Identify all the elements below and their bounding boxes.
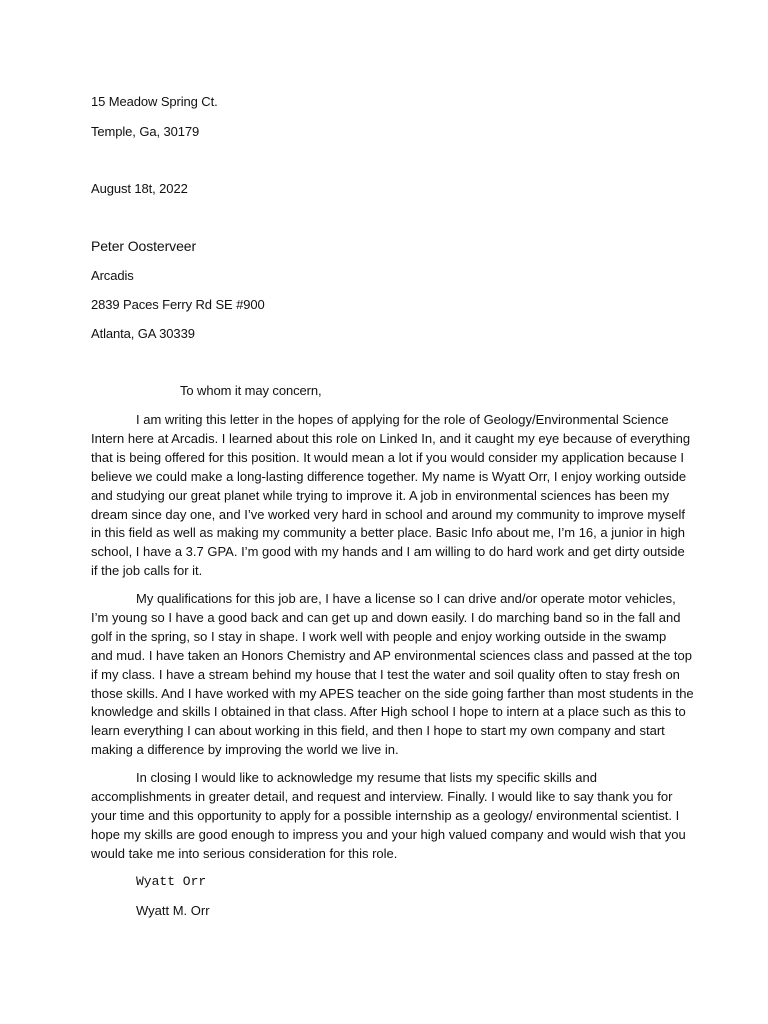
paragraph-line: school, I have a 3.7 GPA. I’m good with my hands and I am willing to do hard work and get dirty outside: [91, 544, 685, 560]
sender-street: 15 Meadow Spring Ct.: [91, 94, 218, 109]
paragraph-line: that is being offered for this position. It would mean a lot if you would consider my application because I: [91, 449, 685, 465]
body-paragraph-1: [91, 411, 691, 581]
letter-date: August 18t, 2022: [91, 181, 188, 196]
paragraph-line: golf in the spring, so I stay in shape. I work well with people and enjoy working outside in the swamp: [91, 628, 667, 644]
paragraph-line: Intern here at Arcadis. I learned about this role on Linked In, and it caught my eye because of everything: [91, 430, 691, 446]
paragraph-line: knowledge and skills I obtained in that class. After High school I hope to intern at a place such as this to: [91, 704, 686, 720]
paragraph-line: hope my skills are good enough to impress you and your high valued company and would wish that you: [91, 826, 686, 842]
salutation: To whom it may concern,: [180, 383, 322, 398]
recipient-company: Arcadis: [91, 268, 134, 283]
paragraph-line: and mud. I have taken an Honors Chemistry and AP environmental sciences class and passed at the top: [91, 647, 692, 663]
paragraph-line: I’m young so I have a good back and can get up and down easily. I do marching band so in the fall and: [91, 609, 681, 625]
paragraph-line: I am writing this letter in the hopes of applying for the role of Geology/Environmental Science: [136, 412, 669, 427]
paragraph-line: in this field as well as making my community a better place. Basic Info about me, I’m 16, a junior in high: [91, 525, 685, 541]
paragraph-line: believe we could make a long-lasting difference together. My name is Wyatt Orr, I enjoy working outside: [91, 468, 687, 484]
recipient-street: 2839 Paces Ferry Rd SE #900: [91, 297, 265, 312]
paragraph-line: your time and this opportunity to apply for a possible internship as a geology/ environmental scientist. I: [91, 807, 680, 823]
paragraph-line: if my class. I have a stream behind my house that I test the water and soil quality often to stay fresh on: [91, 666, 680, 682]
paragraph-line: would take me into serious consideration for this role.: [91, 845, 398, 861]
paragraph-line: making a difference by improving the world we live in.: [91, 742, 399, 758]
signature-name: Wyatt M. Orr: [136, 903, 210, 918]
sender-city: Temple, Ga, 30179: [91, 124, 200, 139]
paragraph-line: those skills. And I have worked with my APES teacher on the side going farther than most students in the: [91, 685, 694, 701]
body-paragraph-2: [91, 590, 694, 760]
body-paragraph-3: [91, 769, 686, 864]
paragraph-line: My qualifications for this job are, I have a license so I can drive and/or operate motor vehicles,: [136, 591, 676, 606]
typed-signature: Wyatt Orr: [136, 874, 207, 889]
paragraph-line: if the job calls for it.: [91, 563, 203, 579]
paragraph-line: learn everything I can about working in this field, and then I hope to start my own company and start: [91, 723, 665, 739]
paragraph-line: dream since day one, and I’ve worked very hard in school and around my community to improve myself: [91, 506, 685, 522]
paragraph-line: In closing I would like to acknowledge my resume that lists my specific skills and: [136, 770, 597, 785]
paragraph-line: and studying our great planet while trying to improve it. A job in environmental sciences has been my: [91, 487, 670, 503]
paragraph-line: accomplishments in greater detail, and request and interview. Finally. I would like to say thank you for: [91, 788, 673, 804]
recipient-city: Atlanta, GA 30339: [91, 326, 195, 341]
recipient-name: Peter Oosterveer: [91, 238, 196, 254]
